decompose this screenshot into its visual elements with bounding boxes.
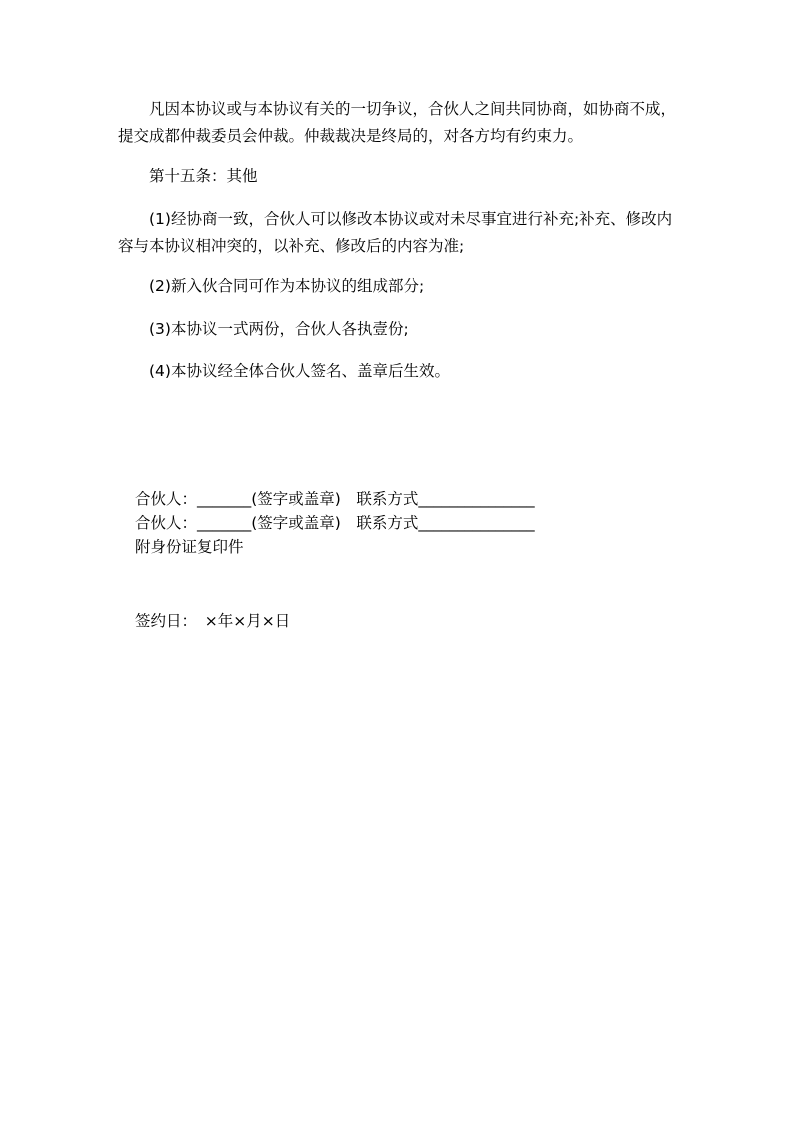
arbitration-paragraph: 凡因本协议或与本协议有关的一切争议，合伙人之间共同协商，如协商不成，提交成都仲裁委员会仲裁。仲裁裁决是终局的，对各方均有约束力。 <box>118 100 677 145</box>
sign-date: 签约日： ×年×月×日 <box>135 612 291 630</box>
signature-line-2: 合伙人：_______(签字或盖章) 联系方式_______________ <box>135 514 535 532</box>
signature-line-1: 合伙人：_______(签字或盖章) 联系方式_______________ <box>135 490 535 508</box>
article-15-item-4: (4)本协议经全体合伙人签名、盖章后生效。 <box>149 362 450 380</box>
attachment-note: 附身份证复印件 <box>135 538 244 556</box>
article-15-heading: 第十五条：其他 <box>149 167 258 185</box>
article-15-item-2: (2)新入伙合同可作为本协议的组成部分; <box>149 277 425 295</box>
article-15-item-1: (1)经协商一致，合伙人可以修改本协议或对未尽事宜进行补充;补充、修改内容与本协议相冲突的，以补充、修改后的内容为准; <box>118 210 673 255</box>
article-15-item-3: (3)本协议一式两份，合伙人各执壹份; <box>149 320 409 338</box>
